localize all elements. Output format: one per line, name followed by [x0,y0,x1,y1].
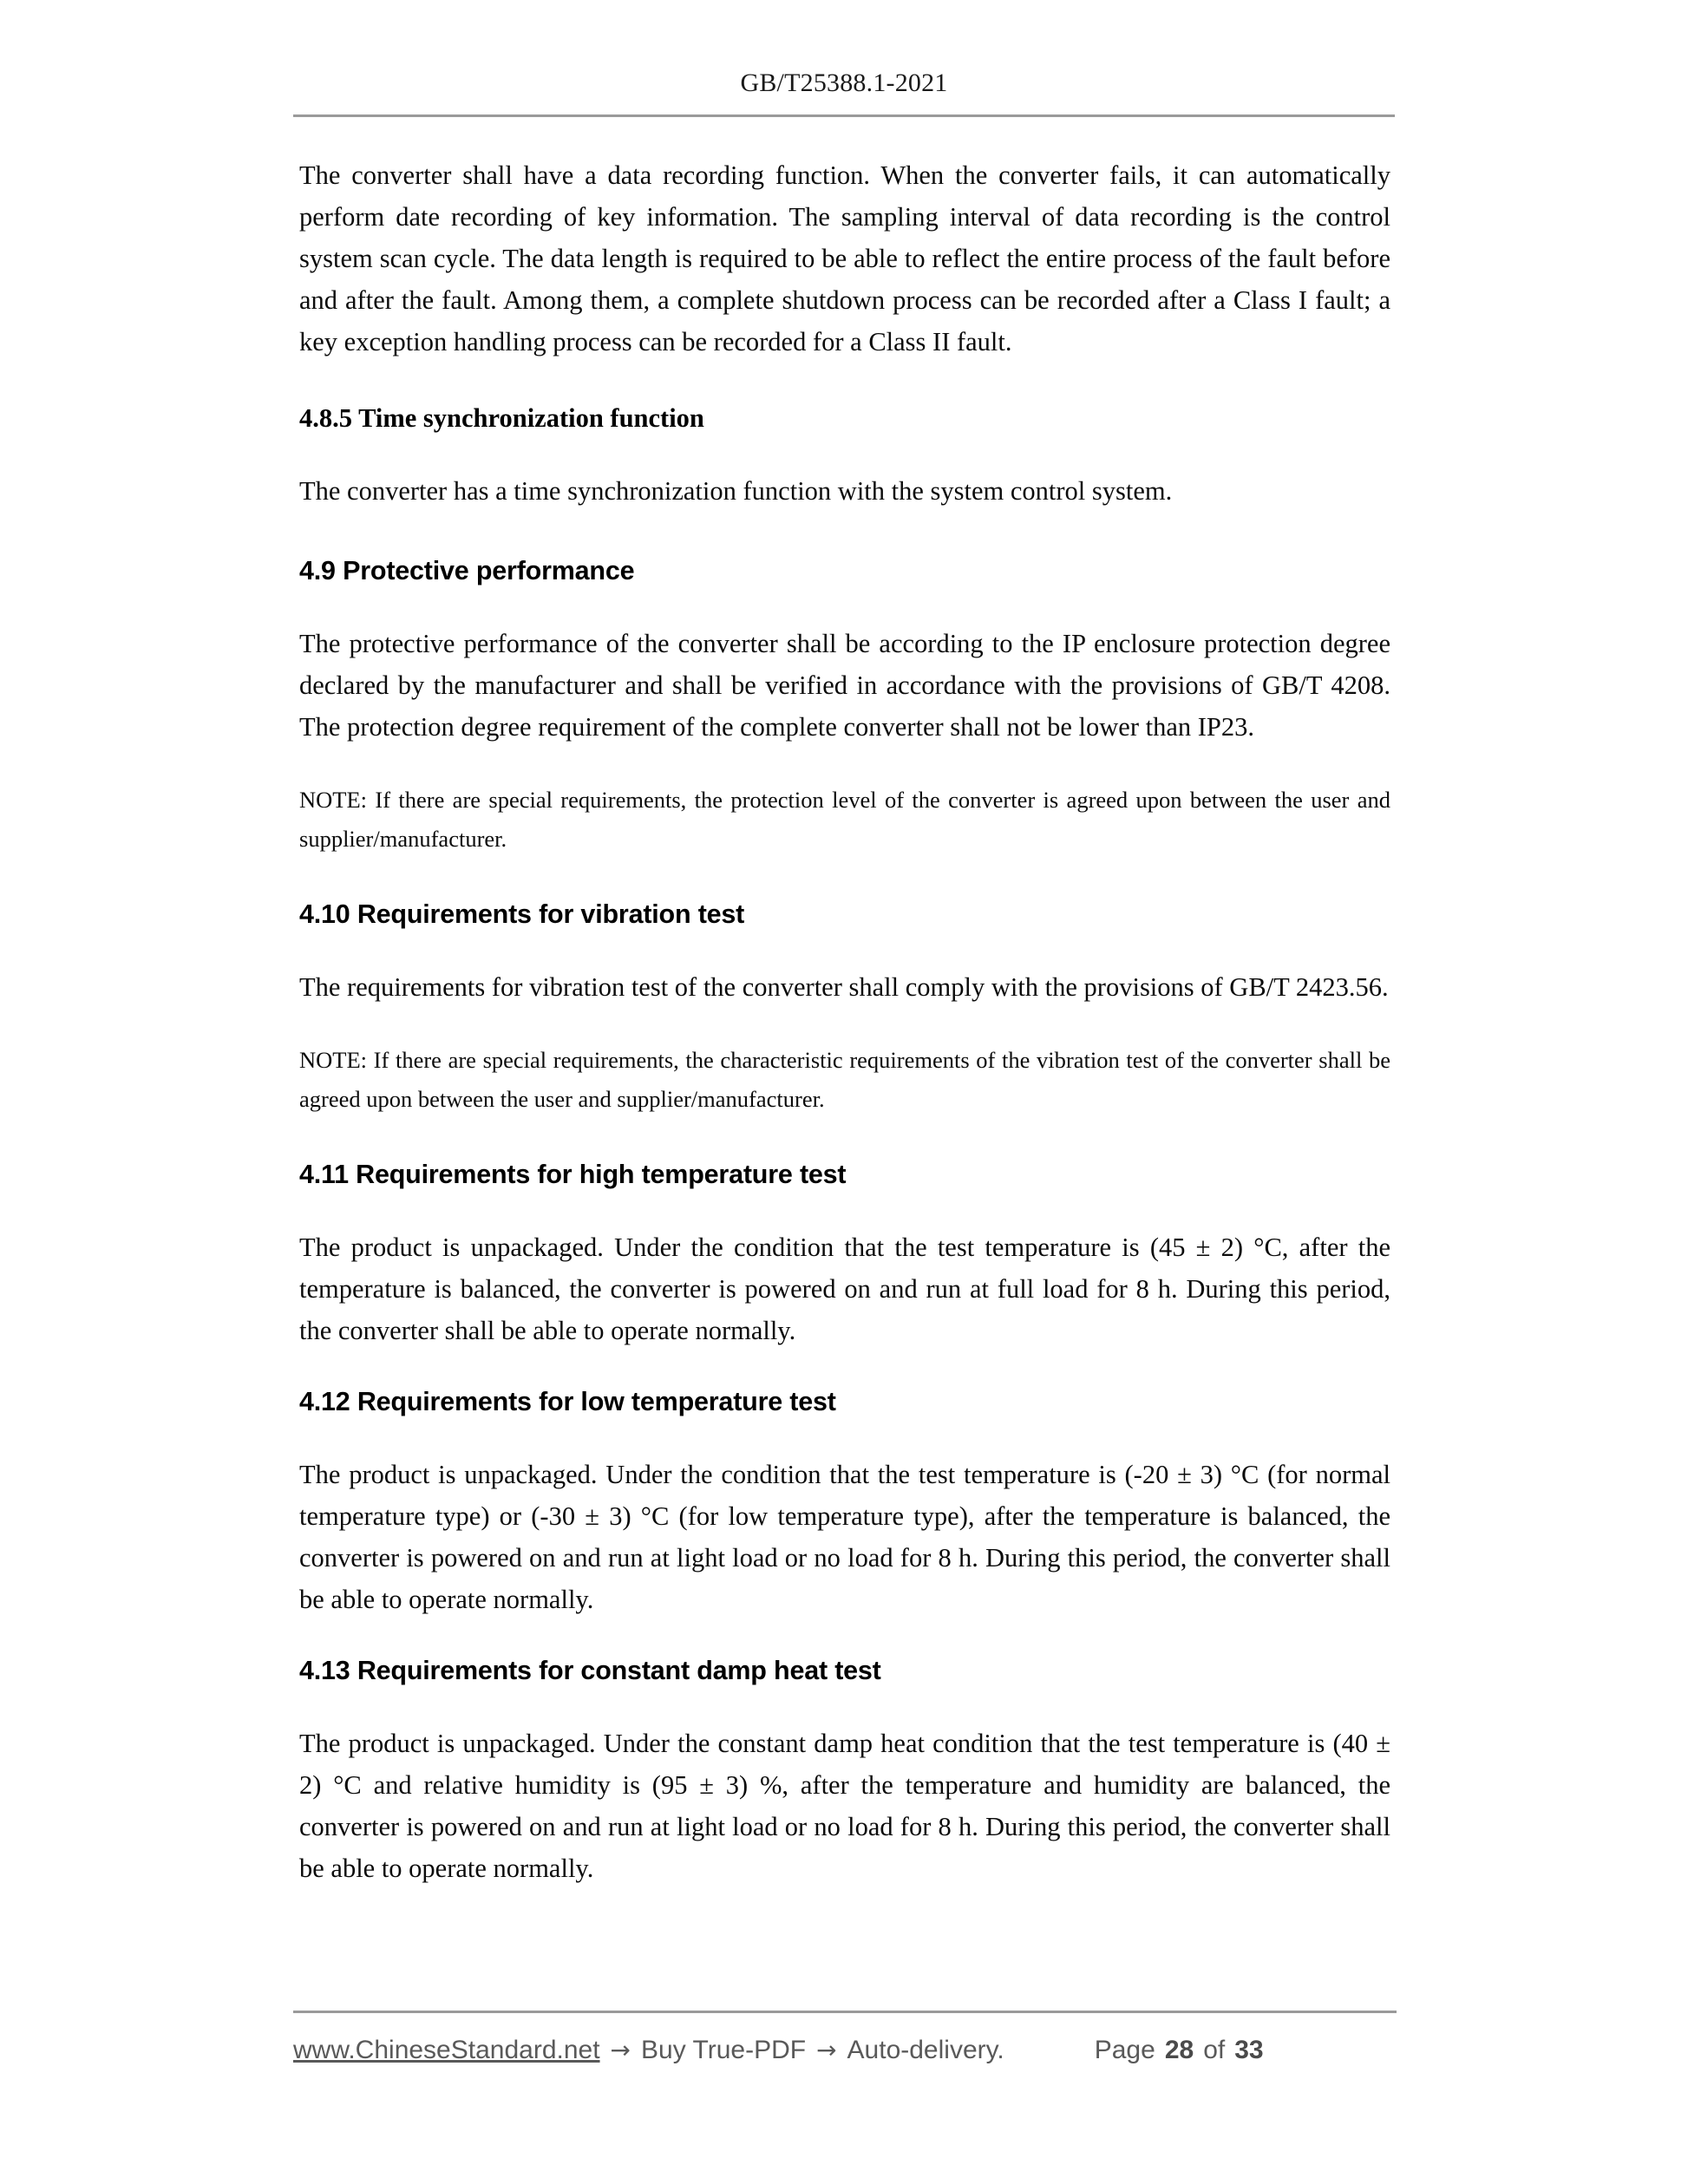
current-page-number: 28 [1164,2036,1194,2064]
page-header [293,68,1395,117]
buy-true-pdf-label: Buy True-PDF [641,2036,807,2064]
section-note-4-10: NOTE: If there are special requirements, the characteristic requirements of the vibration test of the converter shall be agreed upon between the user and supplier/manufacturer. [299,1047,1390,1112]
section-body-4-12: The product is unpackaged. Under the condition that the test temperature is (-20 ± 3) °C (for normal temperature type) or (-30 ± 3) °C (for low temperature type), after the temperature is balanced, the converter is powered on and run at light load or no load for 8 h. During this period, the converter shall be able to operate normally. [299,1460,1390,1614]
section-body-4-8-5: The converter has a time synchronization function with the system control system. [299,476,1173,506]
auto-delivery-label: Auto-delivery. [847,2036,1004,2064]
section-body-4-9: The protective performance of the converter shall be according to the IP enclosure protection degree declared by the manufacturer and shall be verified in accordance with the provisions of GB/T 4208. The protection degree requirement of the complete converter shall not be lower than IP23. [299,629,1390,742]
total-page-number: 33 [1234,2036,1264,2064]
section-body-4-10: The requirements for vibration test of the converter shall comply with the provisions of GB/T 2423.56. [299,972,1389,1002]
footer-promo [293,2036,1004,2065]
right-arrow-icon-2: → [816,2036,837,2064]
section-note-4-9: NOTE: If there are special requirements, the protection level of the converter is agreed upon between the user and supplier/manufacturer. [299,787,1390,852]
header-divider [293,114,1395,117]
page-indicator [1095,2036,1264,2065]
section-heading-4-8-5: 4.8.5 Time synchronization function [299,403,704,433]
section-heading-4-10: 4.10 Requirements for vibration test [299,899,745,929]
document-body [299,154,1390,1889]
of-word-label: of [1203,2036,1226,2064]
section-heading-4-13: 4.13 Requirements for constant damp heat test [299,1656,881,1685]
standard-code-title: GB/T25388.1-2021 [740,69,948,97]
footer-divider [293,2011,1397,2013]
section-heading-4-11: 4.11 Requirements for high temperature test [299,1160,847,1189]
chinesestandard-link[interactable]: www.ChineseStandard.net [293,2036,600,2064]
page-word-label: Page [1094,2036,1155,2064]
right-arrow-icon: → [610,2036,631,2064]
intro-paragraph: The converter shall have a data recording function. When the converter fails, it can automatically perform date recording of key information. The sampling interval of data recording is the control system scan cycle. The data length is required to be able to reflect the entire process of the fault before and after the fault. Among them, a complete shutdown process can be recorded after a Class I fault; a key exception handling process can be recorded for a Class II fault. [299,160,1390,356]
section-heading-4-9: 4.9 Protective performance [299,556,635,585]
page-footer [293,2011,1397,2065]
section-body-4-11: The product is unpackaged. Under the condition that the test temperature is (45 ± 2) °C, after the temperature is balanced, the converter is powered on and run at full load for 8 h. During this period, the converter shall be able to operate normally. [299,1233,1390,1345]
footer-row [293,2036,1397,2065]
section-heading-4-12: 4.12 Requirements for low temperature test [299,1387,836,1416]
section-body-4-13: The product is unpackaged. Under the constant damp heat condition that the test temperature is (40 ± 2) °C and relative humidity is (95 ± 3) %, after the temperature and humidity are balanced, the converter is powered on and run at light load or no load for 8 h. During this period, the converter shall be able to operate normally. [299,1729,1390,1883]
